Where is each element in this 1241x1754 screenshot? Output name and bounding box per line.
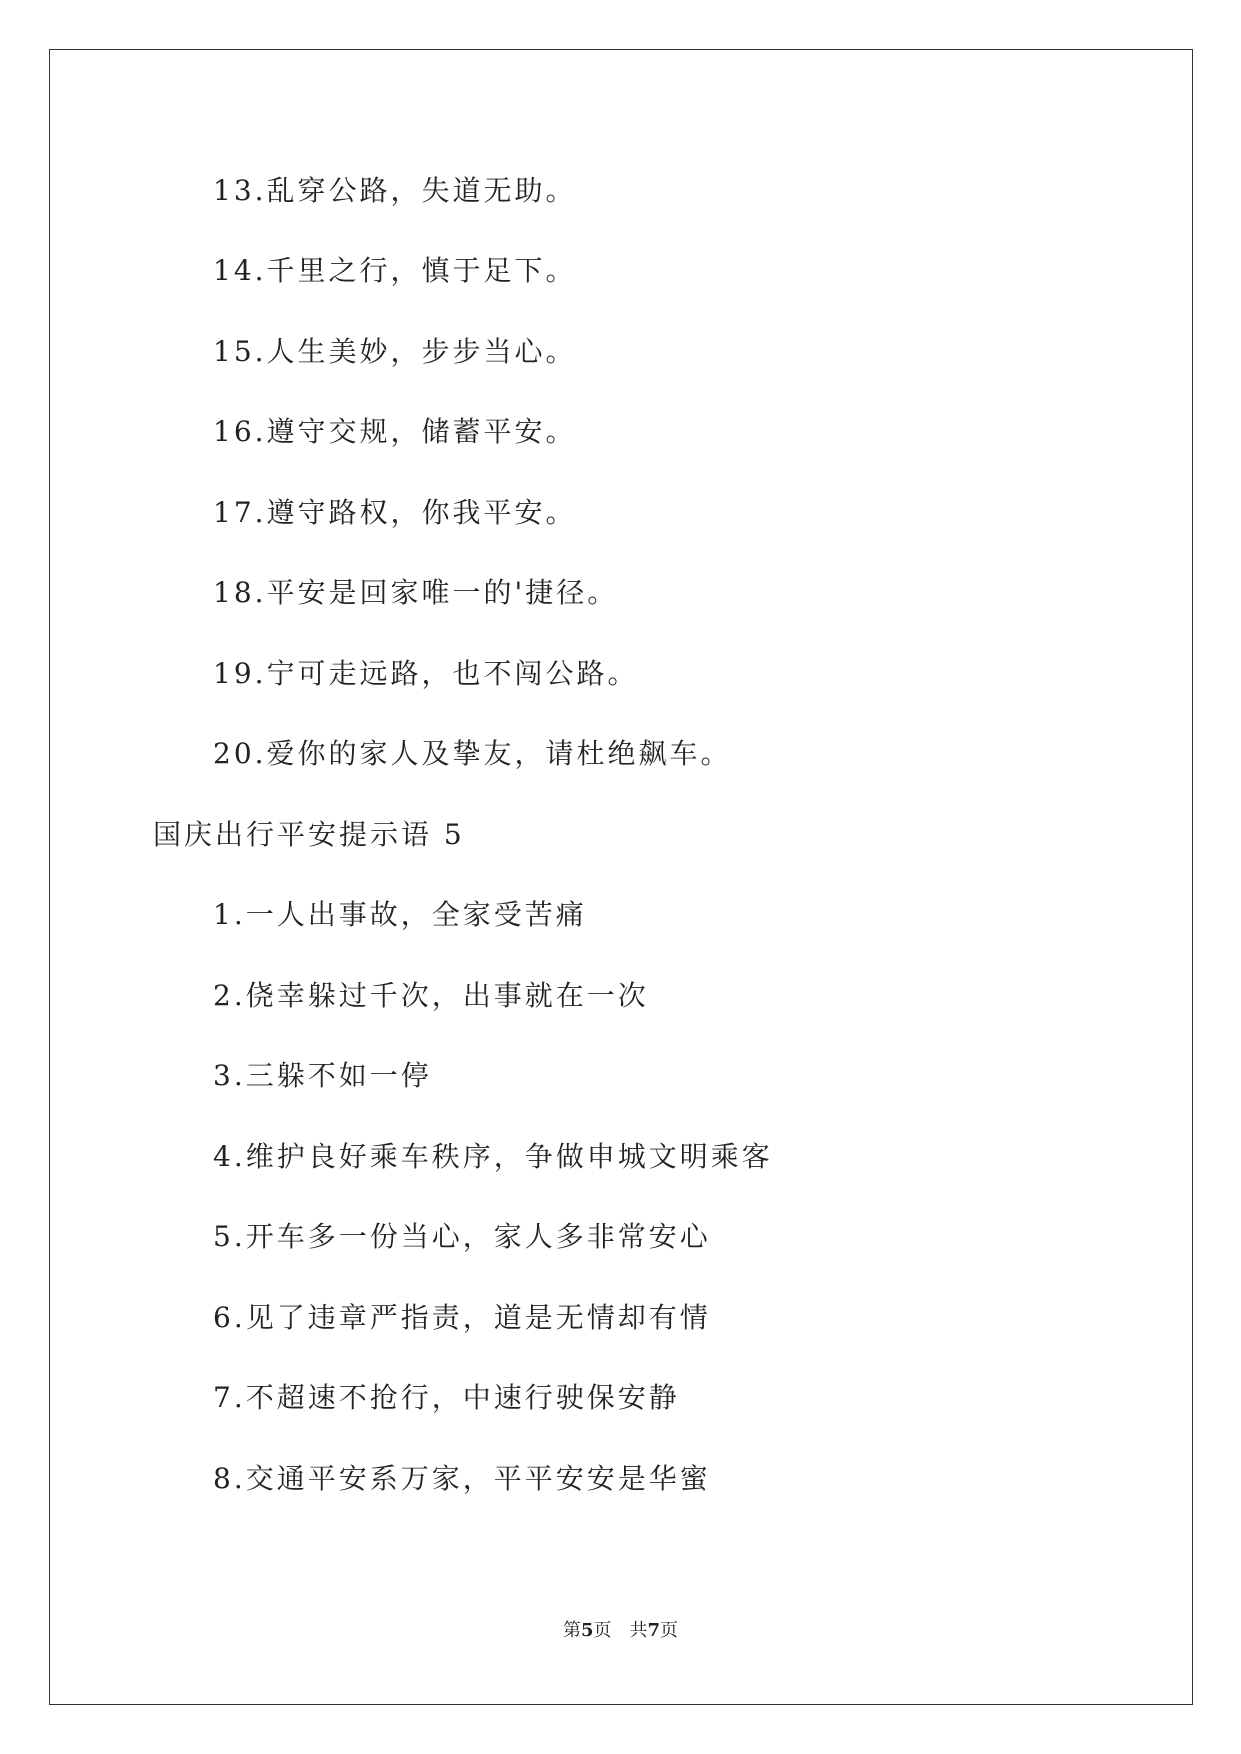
footer-total-prefix: 共 <box>629 1620 648 1641</box>
list-item: 16.遵守交规，储蓄平安。 <box>213 415 577 448</box>
footer-total-suffix: 页 <box>660 1620 679 1641</box>
list-item: 2.侥幸躲过千次，出事就在一次 <box>213 979 649 1012</box>
list-item: 20.爱你的家人及挚友，请杜绝飙车。 <box>213 737 732 770</box>
list-item: 6.见了违章严指责，道是无情却有情 <box>213 1301 711 1334</box>
current-page-number: 5 <box>580 1620 594 1641</box>
page-frame <box>49 49 1193 1705</box>
list-item: 3.三躲不如一停 <box>213 1059 432 1092</box>
total-pages-number: 7 <box>647 1620 661 1641</box>
list-item: 8.交通平安系万家，平平安安是华蜜 <box>213 1462 711 1495</box>
list-item: 17.遵守路权，你我平安。 <box>213 496 577 529</box>
list-item: 5.开车多一份当心，家人多非常安心 <box>213 1220 711 1253</box>
list-item: 19.宁可走远路，也不闯公路。 <box>213 657 639 690</box>
list-item: 4.维护良好乘车秩序，争做申城文明乘客 <box>213 1140 773 1173</box>
footer-prefix: 第 <box>562 1620 581 1641</box>
list-item: 18.平安是回家唯一的'捷径。 <box>213 576 619 609</box>
list-item: 1.一人出事故，全家受苦痛 <box>213 898 587 931</box>
list-item: 15.人生美妙，步步当心。 <box>213 335 577 368</box>
list-item: 14.千里之行，慎于足下。 <box>213 254 577 287</box>
page-footer <box>0 1620 1241 1642</box>
list-item: 13.乱穿公路，失道无助。 <box>213 174 577 207</box>
footer-page-suffix: 页 <box>593 1620 612 1641</box>
list-item: 7.不超速不抢行，中速行驶保安静 <box>213 1381 680 1414</box>
section-heading: 国庆出行平安提示语 5 <box>153 818 465 851</box>
